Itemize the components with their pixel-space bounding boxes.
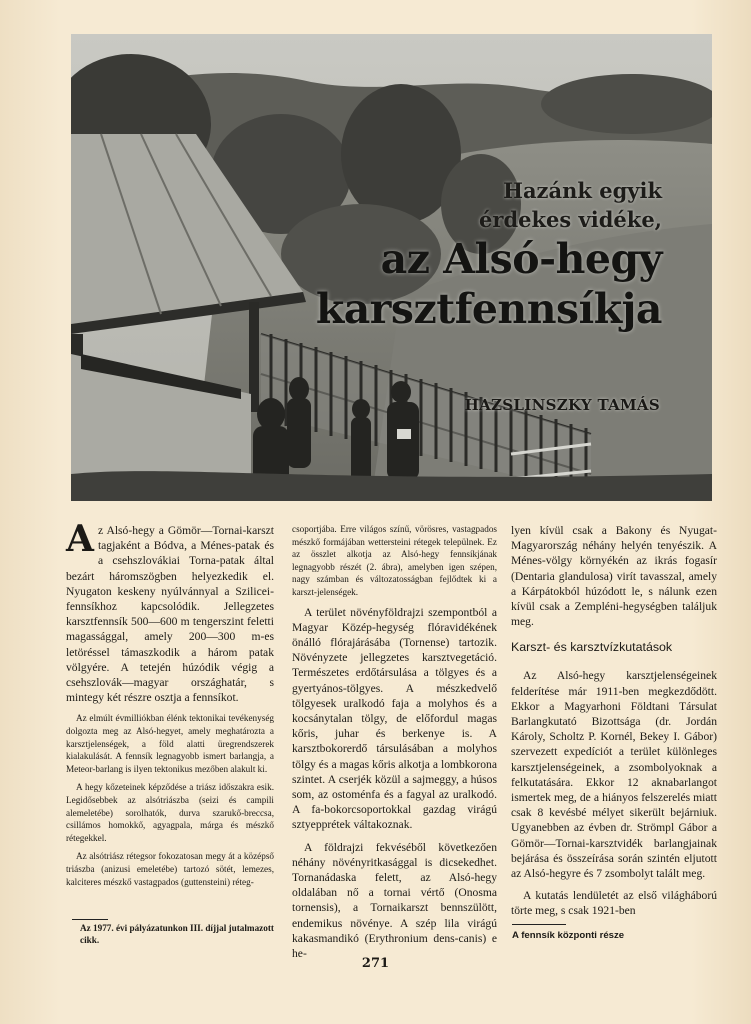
paragraph-text: z Alsó-hegy a Gömör—Tornai-karszt tagjaként a Bódva, a Ménes-patak és a csehszlovákiai Torna-patak által bezárt háromszögben helyezkedik el. Nyugaton keskeny nyúlvánnyal a Szilicei-fennsíkhoz kapcsolódik. Jellegzetes karsztfennsík 500—600 m tengerszint feletti magassággal, amely 200—300 m-es letöréssel támaszkodik a három patak völgyére. A tetején húzódik végig a csehszlovák—magyar országhatár, s mintegy két részre osztja a fennsíkot. — [66, 524, 274, 705]
author-byline: HAZSLINSZKY TAMÁS — [464, 396, 660, 414]
figure-caption: A fennsík központi része — [512, 930, 625, 941]
paragraph: A hegy kőzeteinek képződése a triász időszakra esik. Legidősebbek az alsótriászba (seizi és campili alemeletébe) sorolhatók, durva szarukő-breccsa, csillámos homokkő, agyagpala, márga és mészkő rétegekkel. — [66, 782, 274, 843]
headline-title-line1: az Alsó-hegy — [380, 235, 662, 283]
text-column-2 — [292, 523, 497, 968]
paragraph: A terület növényföldrajzi szempontból a Magyar Közép-hegység flóravidékének önálló flórajárásába (Tornense) tartozik. Növényzete jellegzetes karsztvegetáció. Természetes erdőtársulása a tölgyes és a gyertyános-tölgyes. A mészkedvelő tölgyesek uralkodó faja a molyhos és a kocsánytalan tölgy, de előfordul magas kőris, juhar és berkenye is. A karsztbokorerdő társulásában a molyhos tölgy és a magas kőris alkotja a lombkorona szintet. A cserjék közül a sajmeggy, a húsos som, az ostoménfa és a fagyal az uralkodó. A fa-bokorcsoportokkal gazdag virágú sztyepprétek váltakoznak. — [292, 605, 497, 832]
paragraph: Az alsótriász rétegsor fokozatosan megy át a középső triászba (anizusi emeletébe) tartozó sötét, lemezes, kalciteres mészkő vastagpados (guttensteini) réteg- — [66, 851, 274, 887]
headline-title-line2: karsztfennsíkja — [315, 285, 662, 333]
paragraph: Az Alsó-hegy karsztjelenségeinek felderítése már 1911-ben megkezdődött. Ekkor a Magyarhoni Földtani Társulat Barlangkutató Bizottsága (dr. Jordán Károly, Scholtz P. Kornél, Bekey I. Gábor) szervezett expedíciót a terület különleges karsztjelenségeinek, a zsombolyoknak a felkutatására. Ekkor 12 aknabarlangot ismertek meg, de a hiányos felszerelés miatt csak 8 kevésbé mélyet sikerült bejárniuk. Ugyanebben az évben dr. Strömpl Gábor a Gömör—Tornai-karsztvidék barlangjainak bejárása és összeírása során szintén eljutott az Alsó-hegyre és 7 zsombolyt talált meg. — [511, 669, 717, 881]
footnote: Az 1977. évi pályázatunkon III. díjjal jutalmazott cikk. — [80, 923, 274, 945]
paragraph — [66, 518, 274, 705]
paragraph: csoportjába. Erre világos színű, vörösres, vastagpados mészkő formájában wettersteini rétegek települnek. Ez az összlet alkotja az Alsó-hegy fennsíkjának legnagyobb részét (2. ábra), amelyben igen szépen, nagy számban és változatosságban fejlődtek ki a karszt-jelenségek. — [292, 524, 497, 597]
text-column-3 — [511, 523, 717, 926]
article-headline — [316, 176, 662, 334]
article-photo — [71, 34, 712, 501]
text-column-1 — [66, 518, 274, 894]
page-number: 271 — [361, 956, 390, 971]
section-subheading: Karszt- és karsztvízkutatások — [511, 640, 673, 655]
paragraph: A kutatás lendületét az első világháború törte meg, s csak 1921-ben — [511, 889, 717, 918]
paragraph: lyen kívül csak a Bakony és Nyugat-Magyarország néhány helyén tenyészik. A Ménes-völgy környékén az ikrás fogasír (Dentaria glandulosa) virít tavasszal, amely a Kárpátokból húzódott le, s nálunk ezen kívül csak a Zempléni-hegységben találjuk meg. — [511, 524, 717, 629]
drop-cap: A — [66, 518, 94, 560]
paragraph: Az elmúlt évmilliókban élénk tektonikai tevékenység dolgozta meg az Alsó-hegyet, amely meghatározta a karsztjelenségek, a föld alatti üregrendszerek kialakulását. A fennsík legnagyobb ismert barlangja, a Meteor-barlang is ilyen tektonikus mezőben alakult ki. — [66, 713, 274, 774]
caption-divider — [512, 924, 566, 925]
headline-kicker-line2: érdekes vidéke, — [479, 207, 662, 232]
footnote-divider — [72, 919, 108, 920]
paragraph: A földrajzi fekvéséből következően néhány növényritkasággal is dicsekedhet. Tornanádaska felett, az Alsó-hegy oldalában nő a tornai vértő (Onosma tornensis), a Tornaikarszt bennszülött, endemikus növénye. A szép lila virágú kakasmandikó (Erythronium dens-canis) e he- — [292, 840, 497, 961]
headline-kicker-line1: Hazánk egyik — [503, 178, 662, 203]
